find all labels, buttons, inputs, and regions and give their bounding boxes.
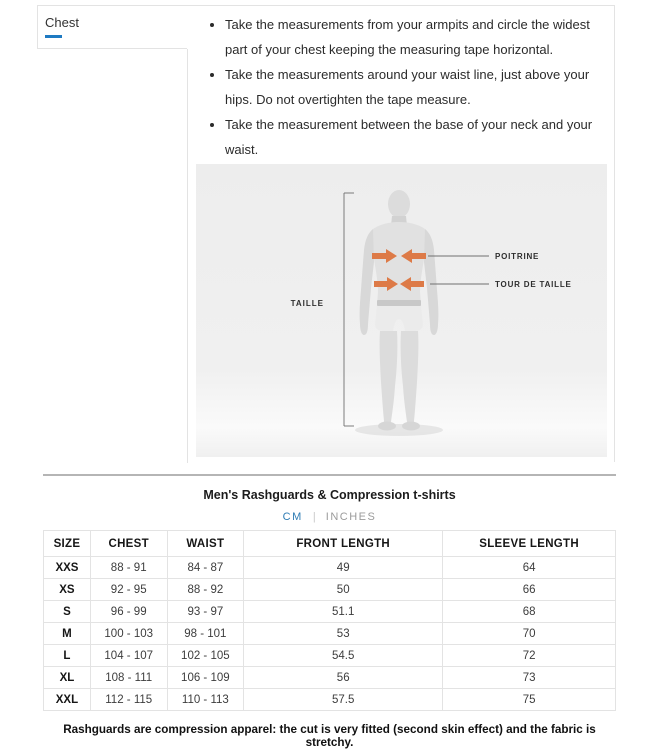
cell-front-length: 50: [244, 579, 443, 601]
cell-front-length: 53: [244, 623, 443, 645]
cell-waist: 84 - 87: [167, 557, 244, 579]
cell-waist: 102 - 105: [167, 645, 244, 667]
col-waist: WAIST: [167, 531, 244, 557]
unit-cm-button[interactable]: CM: [282, 511, 303, 523]
cell-sleeve-length: 64: [443, 557, 616, 579]
cell-sleeve-length: 66: [443, 579, 616, 601]
cell-front-length: 54.5: [244, 645, 443, 667]
size-row: [44, 667, 616, 689]
cell-sleeve-length: 68: [443, 601, 616, 623]
floor-shadow: [355, 424, 443, 436]
cell-waist: 93 - 97: [167, 601, 244, 623]
cell-size: S: [44, 601, 91, 623]
label-poitrine: POITRINE: [495, 252, 540, 261]
mannequin-illustration: [196, 164, 607, 457]
cell-sleeve-length: 72: [443, 645, 616, 667]
tab-chest[interactable]: [37, 6, 187, 49]
cell-chest: 96 - 99: [90, 601, 167, 623]
unit-inches-button[interactable]: INCHES: [325, 511, 377, 523]
active-tab-indicator: [45, 35, 62, 38]
cell-size: M: [44, 623, 91, 645]
cell-chest: 88 - 91: [90, 557, 167, 579]
size-row: [44, 601, 616, 623]
size-chart-section: [43, 474, 616, 750]
cell-waist: 106 - 109: [167, 667, 244, 689]
cell-size: XXS: [44, 557, 91, 579]
cell-front-length: 51.1: [244, 601, 443, 623]
col-chest: CHEST: [90, 531, 167, 557]
col-size: SIZE: [44, 531, 91, 557]
col-front-length: FRONT LENGTH: [244, 531, 443, 557]
vertical-divider: [187, 49, 188, 463]
cell-waist: 98 - 101: [167, 623, 244, 645]
size-row: [44, 623, 616, 645]
cell-chest: 104 - 107: [90, 645, 167, 667]
size-row: [44, 557, 616, 579]
cell-chest: 112 - 115: [90, 689, 167, 711]
label-tour-de-taille: TOUR DE TAILLE: [495, 280, 572, 289]
cell-chest: 100 - 103: [90, 623, 167, 645]
height-measure-line: [344, 193, 354, 426]
unit-toggle: [43, 511, 616, 523]
cell-chest: 92 - 95: [90, 579, 167, 601]
size-table: [43, 530, 616, 711]
cell-sleeve-length: 70: [443, 623, 616, 645]
cell-sleeve-length: 75: [443, 689, 616, 711]
mannequin-body: [360, 190, 439, 431]
tab-chest-label: Chest: [45, 15, 79, 30]
size-row: [44, 689, 616, 711]
cell-waist: 110 - 113: [167, 689, 244, 711]
instruction-item: • Take the measurements around your waist line, just above your hips. Do not overtighten the tape measure.: [225, 62, 599, 112]
cell-chest: 108 - 111: [90, 667, 167, 689]
cell-front-length: 56: [244, 667, 443, 689]
instruction-item: • Take the measurements from your armpits and circle the widest part of your chest keeping the measuring tape horizontal.: [225, 12, 599, 62]
cell-waist: 88 - 92: [167, 579, 244, 601]
cell-front-length: 49: [244, 557, 443, 579]
cell-front-length: 57.5: [244, 689, 443, 711]
cell-size: XL: [44, 667, 91, 689]
size-guide-figure: [196, 164, 607, 457]
col-sleeve-length: SLEEVE LENGTH: [443, 531, 616, 557]
size-row: [44, 579, 616, 601]
unit-separator: |: [312, 511, 316, 523]
instruction-item: • Take the measurement between the base of your neck and your waist.: [225, 112, 599, 162]
cell-size: L: [44, 645, 91, 667]
cell-sleeve-length: 73: [443, 667, 616, 689]
cell-size: XXL: [44, 689, 91, 711]
size-guide-panel: [37, 5, 615, 462]
cell-size: XS: [44, 579, 91, 601]
size-chart-title: Men's Rashguards & Compression t-shirts: [203, 488, 456, 502]
table-header-row: [44, 531, 616, 557]
label-taille: TAILLE: [290, 299, 324, 308]
size-row: [44, 645, 616, 667]
section-divider: [43, 474, 616, 476]
compression-footnote: Rashguards are compression apparel: the cut is very fitted (second skin effect) and the fabric is stretchy.: [63, 723, 596, 749]
